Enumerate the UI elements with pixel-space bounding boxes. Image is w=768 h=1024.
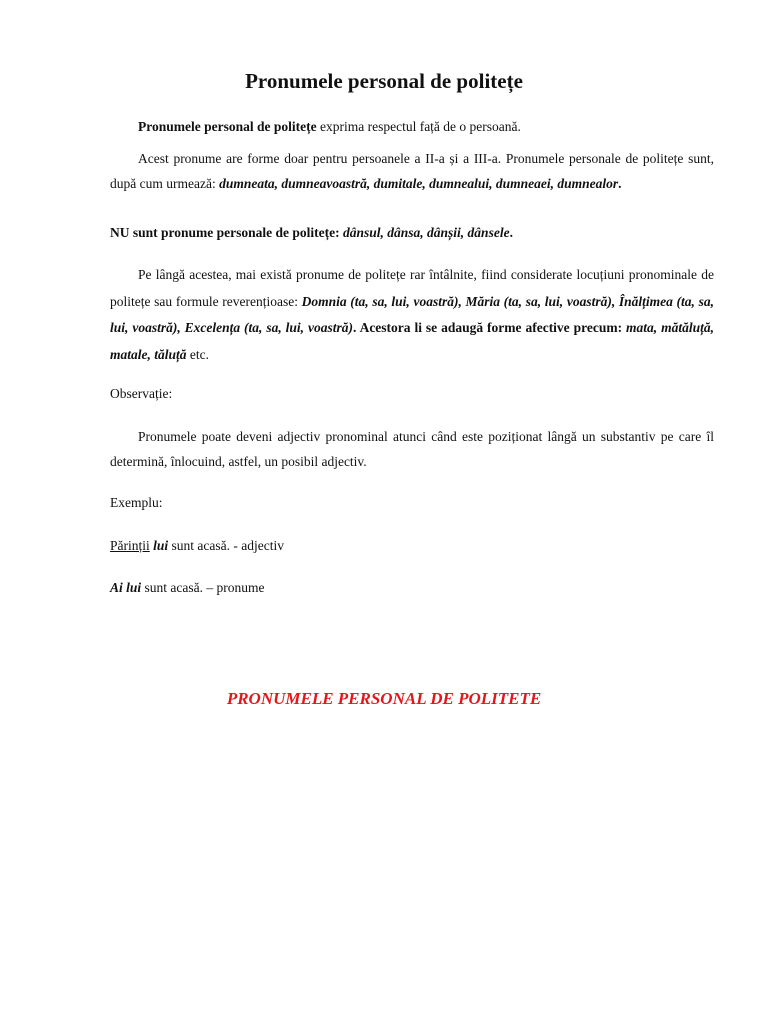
definition-text: exprima respectul față de o persoană. xyxy=(316,119,521,134)
paragraph-observation: Pronumele poate deveni adjectiv pronominal atunci când este poziționat lângă un substantiv pe care îl determină, înlocuind, astfel, un posibil adjectiv. xyxy=(110,429,714,469)
rare-forms-end: etc. xyxy=(186,346,210,362)
rare-forms-intro: Pe lângă acestea, mai există pronume de politețe rar întâlnite, fiind considerate locuțiuni pronominale de politețe sau formule reverențioase: xyxy=(110,267,714,309)
example-noun: Părinții xyxy=(110,538,150,553)
example-pronoun-rest: sunt acasă. – pronume xyxy=(141,580,265,595)
affective-forms-examples: mata, mătăluță, matale, tăluță xyxy=(110,320,714,362)
definition-term: Pronumele personal de politețe xyxy=(138,119,317,134)
rare-forms-examples: Domnia (ta, sa, lui, voastră), Măria (ta, sa, lui, voastră), Înălțimea (ta, sa, lui, voastră), Excelența (ta, sa, lui, voastră) xyxy=(110,293,714,335)
paragraph-not-polite xyxy=(110,220,714,245)
forms-intro: Acest pronume are forme doar pentru persoanele a II-a și a III-a. Pronumele personale de politețe sunt, după cum urmează: xyxy=(110,151,714,191)
paragraph-definition xyxy=(110,114,714,139)
not-polite-examples: dânsul, dânsa, dânșii, dânsele xyxy=(343,225,510,240)
page-title: Pronumele personal de politețe xyxy=(245,69,523,93)
paragraph-rare-forms xyxy=(110,262,714,368)
example-adjective xyxy=(110,533,714,558)
section-heading: PRONUMELE PERSONAL DE POLITETE xyxy=(226,689,542,708)
paragraph-forms xyxy=(110,146,714,196)
not-polite-end: . xyxy=(509,225,513,240)
not-polite-label: NU sunt pronume personale de politețe: xyxy=(110,225,344,240)
exemplu-label: Exemplu: xyxy=(110,495,163,510)
example-pronoun-word: Ai lui xyxy=(110,580,142,595)
observatie-label: Observație: xyxy=(110,386,173,401)
example-pronoun xyxy=(110,575,714,600)
forms-list: dumneata, dumneavoastră, dumitale, dumnealui, dumneaei, dumnealor xyxy=(219,176,619,191)
example-adjective-rest: sunt acasă. - adjectiv xyxy=(168,538,284,553)
forms-end: . xyxy=(618,176,622,191)
affective-forms-intro: . Acestora li se adaugă forme afective precum: xyxy=(353,320,627,335)
example-adjective-pronoun: lui xyxy=(153,538,169,553)
